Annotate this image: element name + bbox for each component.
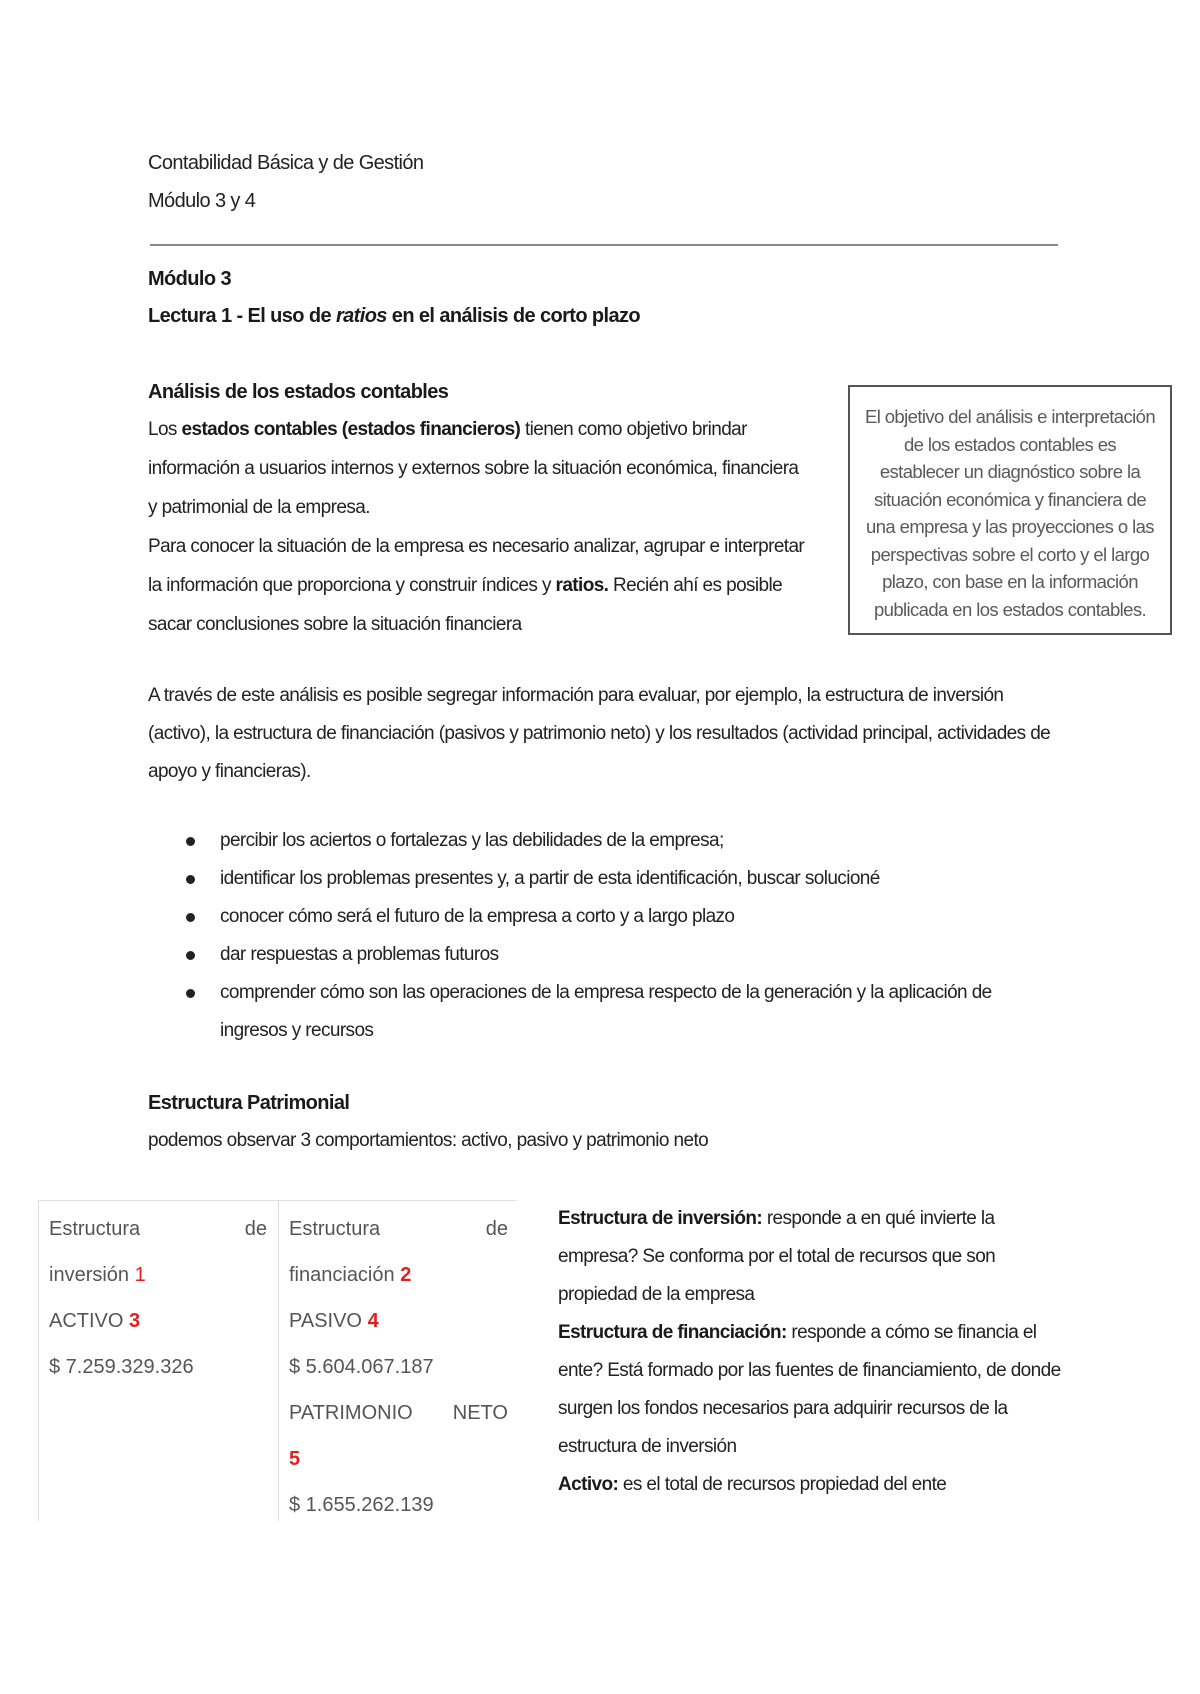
bullet-text: conocer cómo será el futuro de la empresa a corto y a largo plazo <box>220 906 735 927</box>
definitions <box>558 1200 1078 1504</box>
p2-end: Recién ahí es posible sacar conclusiones sobre la situación financiera <box>148 575 783 635</box>
fin-text: responde a cómo se financia el ente? Está formado por las fuentes de financiamiento, de donde surgen los fondos necesarios para adquirir recursos de la estructura de inversión <box>558 1322 1061 1457</box>
inv-text: responde a en qué invierte la empresa? Se conforma por el total de recursos que son propiedad de la empresa <box>558 1208 996 1305</box>
lecture-italic: ratios <box>335 305 387 327</box>
module-range: Módulo 3 y 4 <box>148 190 256 212</box>
inv-label: Estructura de inversión: <box>558 1208 763 1229</box>
bullet-icon <box>186 913 195 922</box>
pasivo-text: PASIVO <box>289 1310 362 1332</box>
pasivo-value: $ 5.604.067.187 <box>289 1356 434 1378</box>
list-item <box>148 974 1028 1050</box>
header-divider <box>150 244 1058 246</box>
bullet-text: dar respuestas a problemas futuros <box>220 944 499 965</box>
pn-value: $ 1.655.262.139 <box>289 1494 434 1516</box>
bullet-text: identificar los problemas presentes y, a partir de esta identificación, buscar solucioné <box>220 868 880 889</box>
lecture-prefix: Lectura 1 - El uso de <box>148 305 336 327</box>
lecture-suffix: en el análisis de corto plazo <box>386 305 641 327</box>
marker-4: 4 <box>367 1310 379 1332</box>
course-title: Contabilidad Básica y de Gestión <box>148 152 424 174</box>
activo-text: ACTIVO <box>49 1310 124 1332</box>
list-item <box>148 822 1028 860</box>
pn-word1: PATRIMONIO <box>289 1402 413 1424</box>
structure-table <box>38 1200 517 1521</box>
marker-2: 2 <box>400 1264 412 1286</box>
activo-label <box>49 1309 140 1333</box>
col1-word3: inversión <box>49 1264 130 1286</box>
module-title: Módulo 3 <box>148 268 231 290</box>
bullet-icon <box>186 951 195 960</box>
pn-word2: NETO <box>452 1402 508 1424</box>
list-item <box>148 936 1028 974</box>
segregation-paragraph: A través de este análisis es posible segregar información para evaluar, por ejemplo, la estructura de inversión (activo), la estructura de financiación (pasivos y patrimonio neto) y los resultados (actividad principal, actividades de apoyo y financieras). <box>148 685 1051 782</box>
p2-start: Para conocer la situación de la empresa es necesario analizar, agrupar e interpretar la información que proporciona y construir índices y <box>148 536 805 596</box>
pasivo-label <box>289 1309 379 1333</box>
p2-bold: ratios. <box>555 575 609 596</box>
col2-word2: de <box>485 1218 508 1240</box>
fin-label: Estructura de financiación: <box>558 1322 787 1343</box>
bullet-icon <box>186 875 195 884</box>
analysis-paragraph <box>148 410 808 644</box>
lecture-title <box>148 305 640 328</box>
col2-label <box>289 1263 411 1287</box>
analysis-heading: Análisis de los estados contables <box>148 381 449 403</box>
list-item <box>148 860 1028 898</box>
activo-value: $ 7.259.329.326 <box>49 1356 194 1378</box>
bullet-text: percibir los aciertos o fortalezas y las debilidades de la empresa; <box>220 830 724 851</box>
col1-label <box>49 1263 146 1287</box>
patrimonial-subtext: podemos observar 3 comportamientos: activo, pasivo y patrimonio neto <box>148 1130 709 1151</box>
col2-word1: Estructura <box>289 1218 381 1240</box>
col1-word2: de <box>244 1218 267 1240</box>
objective-callout <box>848 385 1172 635</box>
financing-column <box>278 1201 518 1521</box>
act-label: Activo: <box>558 1474 619 1495</box>
bullet-icon <box>186 837 195 846</box>
col1-word1: Estructura <box>49 1218 141 1240</box>
patrimonial-heading: Estructura Patrimonial <box>148 1092 350 1114</box>
p1-start: Los <box>148 419 182 440</box>
marker-3: 3 <box>129 1310 141 1332</box>
callout-text: El objetivo del análisis e interpretación de los estados contables es establecer un diagnóstico sobre la situación económica y financiera de una empresa y las proyecciones o las perspectivas sobre el corto y el largo plazo, con base en la información publicada en los estados contables. <box>864 406 1156 620</box>
bullet-icon <box>186 989 195 998</box>
p1-bold: estados contables (estados financieros) <box>181 419 521 440</box>
act-text: es el total de recursos propiedad del ente <box>618 1474 947 1495</box>
p1-end: tienen como objetivo brindar información a usuarios internos y externos sobre la situación económica, financiera y patrimonial de la empresa. <box>148 419 799 518</box>
marker-5: 5 <box>289 1448 301 1470</box>
bullet-text: comprender cómo son las operaciones de la empresa respecto de la generación y la aplicación de ingresos y recursos <box>220 982 992 1041</box>
bullet-list <box>148 822 1028 1050</box>
col2-word3: financiación <box>289 1264 395 1286</box>
marker-1: 1 <box>134 1264 146 1286</box>
list-item <box>148 898 1028 936</box>
investment-column <box>39 1201 277 1521</box>
